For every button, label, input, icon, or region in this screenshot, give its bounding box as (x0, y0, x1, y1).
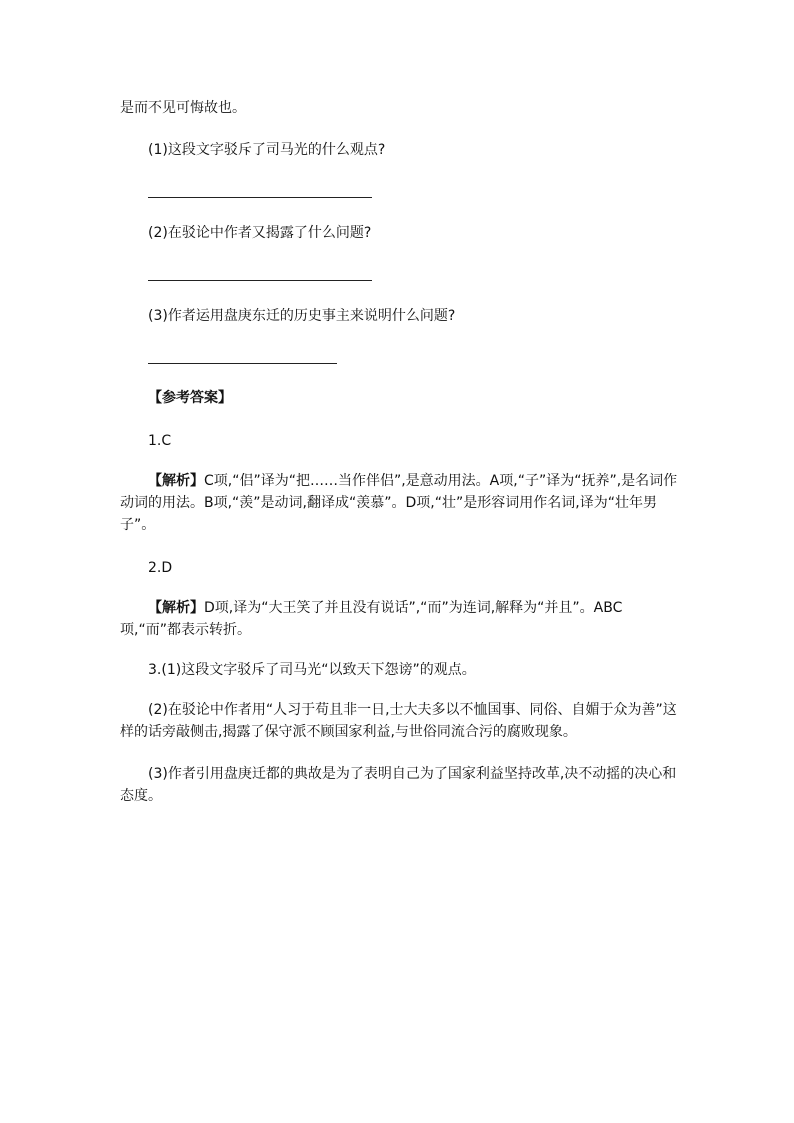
answer-3-part-2: (2)在驳论中作者用“人习于苟且非一日,士大夫多以不恤国事、同俗、自媚于众为善”这样的话旁敲侧击,揭露了保守派不顾国家利益,与世俗同流合污的腐败现象。 (120, 702, 677, 740)
answer-1-analysis (120, 470, 680, 536)
answer-3-part-1: 3.(1)这段文字驳斥了司马光“以致天下怨谤”的观点。 (148, 662, 476, 678)
question-3: (3)作者运用盘庚东迁的历史事主来说明什么问题? (148, 308, 456, 324)
answer-blank-2[interactable] (148, 280, 372, 281)
question-2: (2)在驳论中作者又揭露了什么问题? (148, 225, 372, 241)
intro-tail-text: 是而不见可悔故也。 (120, 100, 246, 116)
analysis-label: 【解析】 (148, 473, 204, 489)
answer-1-number: 1.C (148, 433, 172, 449)
answer-2-analysis (120, 597, 680, 641)
answer-blank-3[interactable] (148, 363, 337, 364)
analysis-label: 【解析】 (148, 600, 204, 616)
answer-heading: 【参考答案】 (148, 390, 232, 406)
answer-2-number: 2.D (148, 560, 173, 576)
answer-3-part-3: (3)作者引用盘庚迁都的典故是为了表明自己为了国家利益坚持改革,决不动摇的决心和态度。 (120, 766, 677, 804)
analysis-text: D项,译为“大王笑了并且没有说话”,“而”为连词,解释为“并且”。ABC项,“而”都表示转折。 (120, 600, 623, 638)
analysis-text: C项,“侣”译为“把……当作伴侣”,是意动用法。A项,“子”译为“抚养”,是名词作动词的用法。B项,“羡”是动词,翻译成“羡慕”。D项,“壮”是形容词用作名词,译为“壮年男子”。 (120, 473, 678, 533)
question-1: (1)这段文字驳斥了司马光的什么观点? (148, 142, 386, 158)
answer-blank-1[interactable] (148, 197, 372, 198)
